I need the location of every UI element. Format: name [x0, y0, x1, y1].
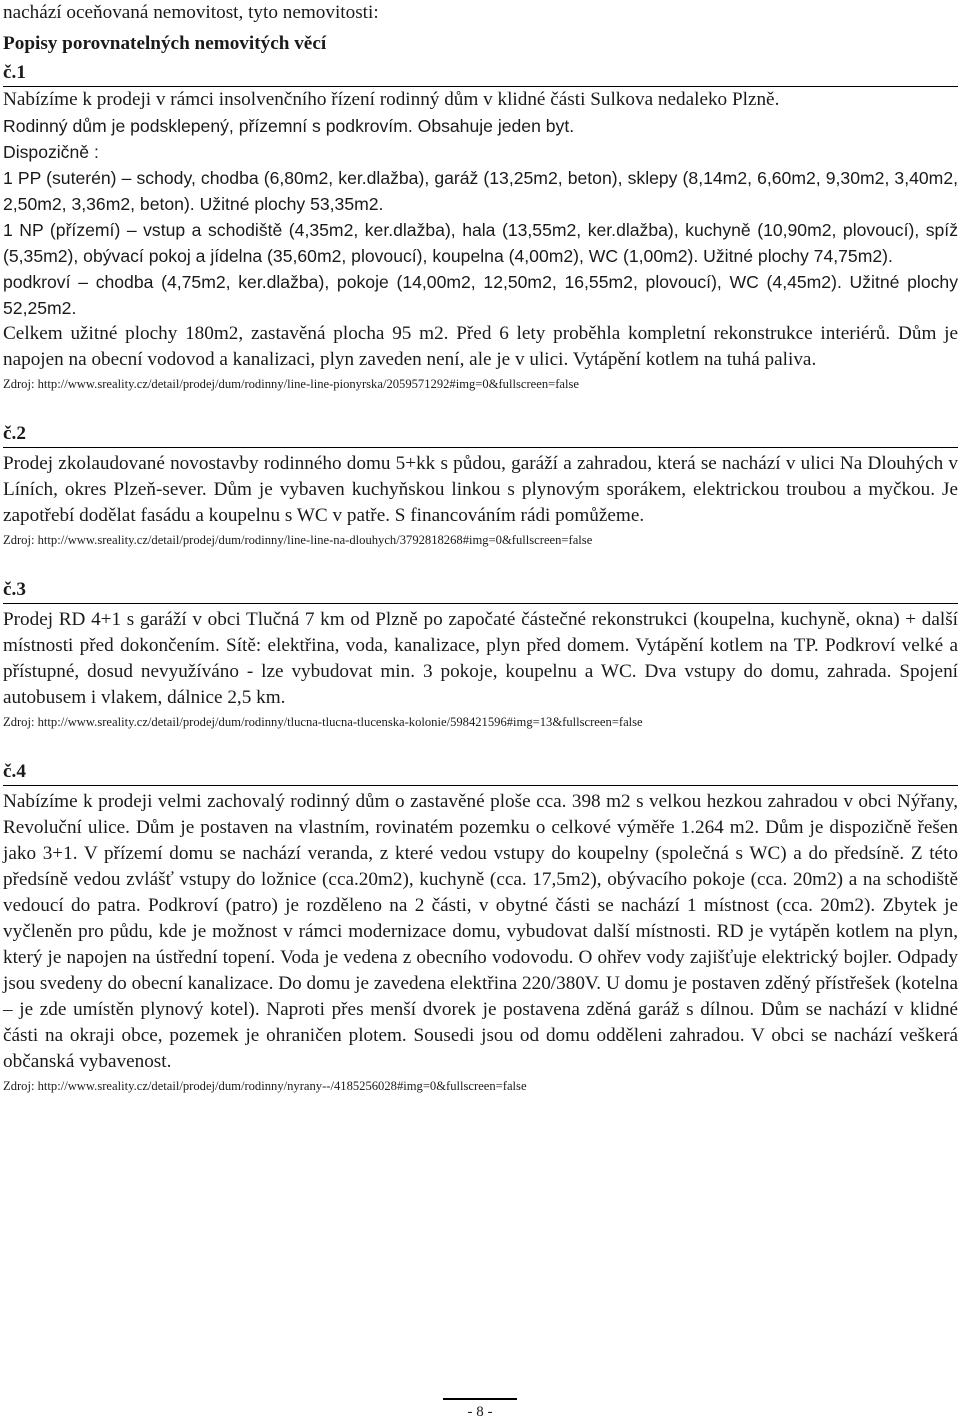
listing-2-number: č.2: [3, 422, 958, 448]
document-page: [3, 0, 958, 1094]
listing-1-line-2: Rodinný dům je podsklepený, přízemní s podkrovím. Obsahuje jeden byt.: [3, 116, 575, 136]
listing-4-text: Nabízíme k prodeji velmi zachovalý rodinný dům o zastavěné ploše cca. 398 m2 s velkou hezkou zahradou v obci Nýřany, Revoluční ulice. Dům je postaven na vlastním, rovinatém pozemku o celkové výměře 1.264 m2. Dům je dispozičně řešen jako 3+1. V přízemí domu se nachází veranda, z které vedou vstupy do koupelny (společná s WC) a do předsíně. Z této předsíně vedou zvlášť vstupy do ložnice (cca.20m2), kuchyně (cca. 17,5m2), obývacího pokoje (cca. 20m2) a na schodiště vedoucí do patra. Podkroví (patro) je rozděleno na 2 části, v obytné části se nachází 1 místnost (cca. 20m2). Zbytek je vyčleněn pro půdu, kde je možnost v rámci modernizace domu, vybudovat další místnosti. RD je vytápěn kotlem na plyn, který je napojen na ústřední topení. Voda je vedena z obecního vodovodu. O ohřev vody zajišťuje elektrický bojler. Odpady jsou svedeny do obecní kanalizace. Do domu je zavedena elektřina 220/380V. U domu je postaven zděný přístřešek (kotelna – je zde umístěn plynový kotel). Naproti přes menší dvorek je postavena zděná garáž s dílnou. Dům se nachází v klidné části na okraji obce, pozemek je ohraničen plotem. Sousedi jsou od domu odděleni zahradou. V obci se nachází veškerá občanská vybavenost.: [3, 791, 958, 1072]
listing-2-source: Zdroj: http://www.sreality.cz/detail/prodej/dum/rodinny/line-line-na-dlouhych/3792818268#img=0&fullscreen=false: [3, 533, 593, 547]
listing-4-number: č.4: [3, 760, 958, 786]
listing-1-source: Zdroj: http://www.sreality.cz/detail/prodej/dum/rodinny/line-line-pionyrska/2059571292#img=0&fullscreen=false: [3, 377, 580, 391]
listing-4-source: Zdroj: http://www.sreality.cz/detail/prodej/dum/rodinny/nyrany--/4185256028#img=0&fullscreen=false: [3, 1079, 527, 1093]
listing-3-number: č.3: [3, 578, 958, 604]
page-number: - 8 -: [467, 1404, 493, 1420]
spacer: [3, 392, 958, 422]
listing-1-line-1: Nabízíme k prodeji v rámci insolvenčního řízení rodinný dům v klidné části Sulkova nedaleko Plzně.: [3, 89, 780, 110]
listing-1-line-3: Dispozičně :: [3, 142, 99, 162]
listing-1-line-7: Celkem užitné plochy 180m2, zastavěná plocha 95 m2. Před 6 lety proběhla kompletní rekonstrukce interiérů. Dům je napojen na obecní vodovod a kanalizaci, plyn zaveden není, ale je v ulici. Vytápění kotlem na tuhá paliva.: [3, 323, 958, 370]
listing-1-line-5: 1 NP (přízemí) – vstup a schodiště (4,35m2, ker.dlažba), hala (13,55m2, ker.dlažba), kuchyně (10,90m2, plovoucí), spíž (5,35m2), obývací pokoj a jídelna (35,60m2, plovoucí), koupelna (4,00m2), WC (1,00m2). Užitné plochy 74,75m2).: [3, 220, 958, 266]
spacer: [3, 730, 958, 760]
listing-1-line-4: 1 PP (suterén) – schody, chodba (6,80m2, ker.dlažba), garáž (13,25m2, beton), sklepy (8,14m2, 6,60m2, 9,30m2, 3,40m2, 2,50m2, 3,36m2, beton). Užitné plochy 53,35m2.: [3, 168, 958, 214]
listing-3-text: Prodej RD 4+1 s garáží v obci Tlučná 7 km od Plzně po započaté částečné rekonstrukci (koupelna, kuchyně, okna) + další místnosti před dokončením. Sítě: elektřina, voda, kanalizace, plyn před domem. Vytápění kotlem na TP. Podkroví velké a přístupné, dosud nevyužíváno - lze vybudovat min. 3 pokoje, koupelnu a WC. Dva vstupy do domu, zahrada. Spojení autobusem i vlakem, dálnice 2,5 km.: [3, 609, 958, 708]
listing-1-number: č.1: [3, 62, 26, 83]
spacer: [3, 548, 958, 578]
listing-1-line-6: podkroví – chodba (4,75m2, ker.dlažba), pokoje (14,00m2, 12,50m2, 16,55m2, plovoucí), WC (4,45m2). Užitné plochy 52,25m2.: [3, 272, 958, 318]
listing-2-text: Prodej zkolaudované novostavby rodinného domu 5+kk s půdou, garáží a zahradou, která se nachází v ulici Na Dlouhých v Líních, okres Plzeň-sever. Dům je vybaven kuchyňskou linkou s plynovým sporákem, elektrickou troubou a myčkou. Je zapotřebí dodělat fasádu a koupelnu s WC v patře. S financováním rádi pomůžeme.: [3, 453, 958, 526]
footer-rule: [443, 1398, 517, 1400]
listing-3-source: Zdroj: http://www.sreality.cz/detail/prodej/dum/rodinny/tlucna-tlucna-tlucenska-kolonie/598421596#img=13&fullscreen=false: [3, 715, 643, 729]
section-heading: Popisy porovnatelných nemovitých věcí: [3, 33, 327, 54]
intro-line: nachází oceňovaná nemovitost, tyto nemovitosti:: [3, 2, 379, 23]
